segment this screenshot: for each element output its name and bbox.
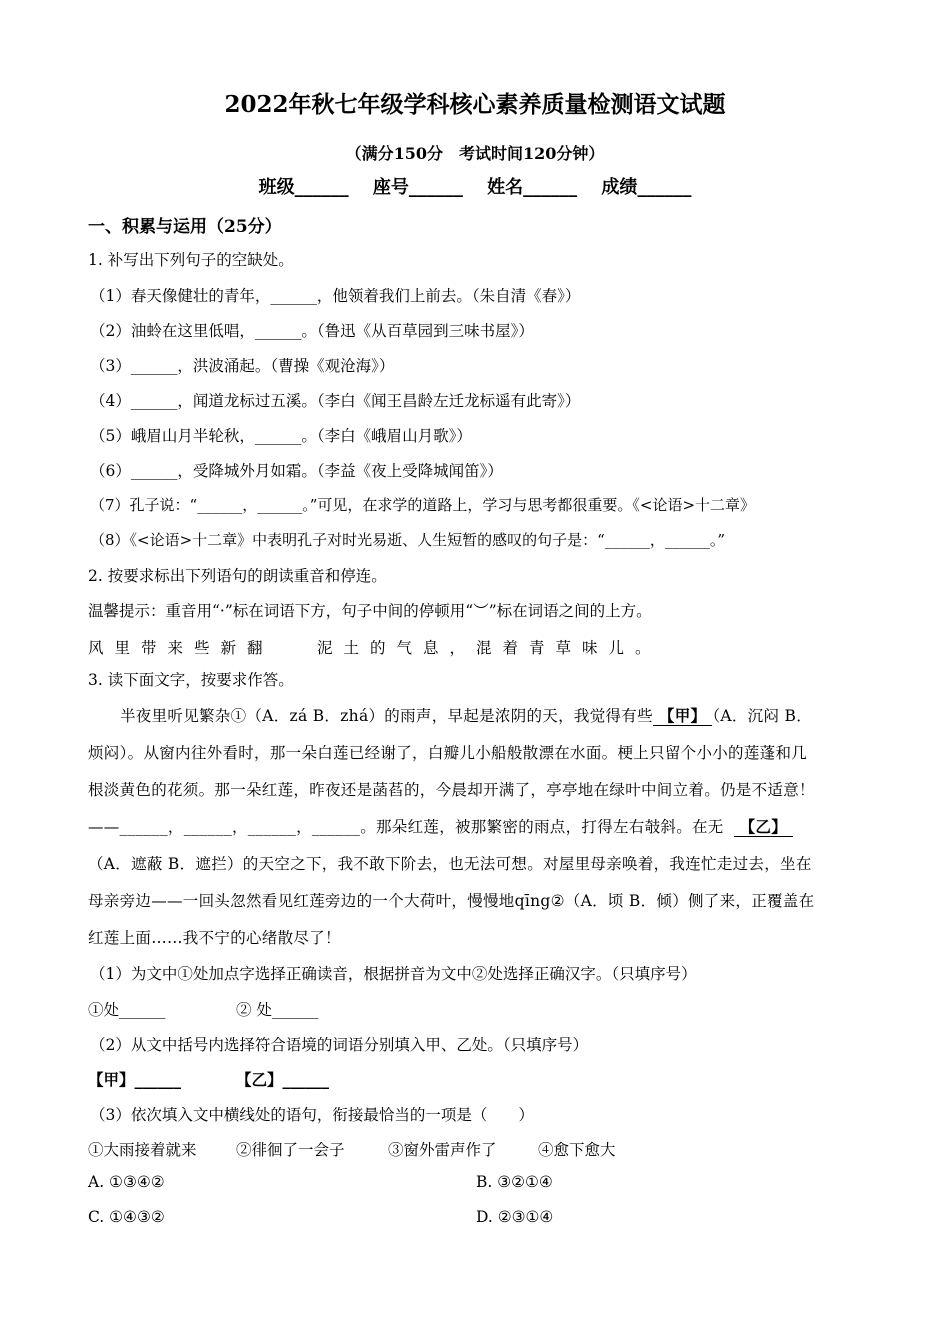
q2-sentence-part-b: 泥土的气息，混着青草味儿。 xyxy=(317,639,662,657)
option-sentence: ②徘徊了一会子 xyxy=(236,1141,345,1159)
q2-stem: 2. 按要求标出下列语句的朗读重音和停连。 xyxy=(88,567,387,585)
q1-item: （8）《<论语>十二章》中表明孔子对时光易逝、人生短暂的感叹的句子是：“______，______。” xyxy=(90,531,726,549)
option-sentence: ①大雨接着就来 xyxy=(88,1141,197,1159)
q1-item: （2）油蛉在这里低唱，______。（鲁迅《从百草园到三味书屋》） xyxy=(90,322,534,340)
passage-line: 红莲上面……我不宁的心绪散尽了！ xyxy=(88,929,341,947)
passage-line: ——______，______，______，______。那朵红莲，被那繁密的雨点，打得左右攲斜。在无 【乙】 xyxy=(88,815,793,837)
page-title: 2022年秋七年级学科核心素养质量检测语文试题 xyxy=(224,91,726,118)
option-sentence: ④愈下愈大 xyxy=(538,1141,616,1159)
passage-line: 烦闷）。从窗内往外看时，那一朵白莲已经谢了，白瓣儿小船般散漂在水面。梗上只留个小小的莲蓬和几 xyxy=(88,744,808,762)
choice-a: A. ①③④② xyxy=(88,1173,165,1191)
name-field: 姓名______ xyxy=(487,177,578,198)
q3-sub1: （1）为文中①处加点字选择正确读音，根据拼音为文中②处选择正确汉字。（只填序号） xyxy=(90,965,697,983)
q1-item: （3）______，洪波涌起。（曹操《观沧海》） xyxy=(90,357,395,375)
q3-sub2-blank: 【甲】______ xyxy=(88,1070,182,1089)
q3-sub2: （2）从文中括号内选择符合语境的词语分别填入甲、乙处。（只填序号） xyxy=(90,1036,589,1054)
choice-d: D. ②③①④ xyxy=(476,1208,554,1226)
score-field: 成绩______ xyxy=(601,177,692,198)
passage-line: 根淡黄色的花须。那一朵红莲，昨夜还是菡萏的，今晨却开满了，亭亭地在绿叶中间立着。仍是不适意！ xyxy=(88,781,815,799)
q1-item: （7）孔子说：“______，______。”可见，在求学的道路上，学习与思考都很重要。《<论语>十二章》 xyxy=(90,496,756,514)
q3-stem: 3. 读下面文字，按要求作答。 xyxy=(88,671,294,689)
choice-c: C. ①④③② xyxy=(88,1208,165,1226)
q1-item: （1）春天像健壮的青年，______，他领着我们上前去。（朱自清《春》） xyxy=(90,287,581,305)
q1-stem: 1. 补写出下列句子的空缺处。 xyxy=(88,251,294,269)
q3-sub1-blank: ①处______ xyxy=(88,1001,166,1019)
q3-sub2-blank: 【乙】______ xyxy=(236,1070,330,1089)
exam-subtitle: （满分150分 考试时间120分钟） xyxy=(345,144,605,163)
q1-item: （5）峨眉山月半轮秋，______。（李白《峨眉山月歌》） xyxy=(90,427,472,445)
passage-line: 母亲旁边——一回头忽然看见红莲旁边的一个大荷叶，慢慢地qīng②（A．顷 B．倾）侧了来，正覆盖在 xyxy=(88,892,815,910)
q1-item: （6）______，受降城外月如霜。（李益《夜上受降城闻笛》） xyxy=(90,462,503,480)
q2-sentence-part-a: 风里带来些新翻 xyxy=(88,639,274,657)
q2-tip: 温馨提示：重音用“·”标在词语下方，句子中间的停顿用“︶”标在词语之间的上方。 xyxy=(88,602,652,620)
q1-item: （4）______，闻道龙标过五溪。（李白《闻王昌龄左迁龙标遥有此寄》） xyxy=(90,392,581,410)
q3-sub3: （3）依次填入文中横线处的语句，衔接最恰当的一项是（ ） xyxy=(90,1106,534,1124)
passage-line: 半夜里听见繁杂①（A．zá B．zhá）的雨声，早起是浓阴的天，我觉得有些 【甲】 （A．沉闷 B． xyxy=(120,706,812,725)
section-heading: 一、积累与运用（25分） xyxy=(88,217,282,237)
seat-field: 座号______ xyxy=(372,177,463,198)
blank-jia: 【甲】 xyxy=(653,706,712,726)
option-sentence: ③窗外雷声作了 xyxy=(388,1141,497,1159)
blank-yi: 【乙】 xyxy=(734,817,793,837)
student-info-row xyxy=(0,173,950,199)
choice-b: B. ③②①④ xyxy=(476,1173,553,1191)
class-field: 班级______ xyxy=(258,177,349,198)
q3-sub1-blank: ② 处______ xyxy=(236,1001,319,1019)
passage-line: （A．遮蔽 B．遮拦）的天空之下，我不敢下阶去，也无法可想。对屋里母亲唤着，我连忙走过去，坐在 xyxy=(88,855,812,873)
